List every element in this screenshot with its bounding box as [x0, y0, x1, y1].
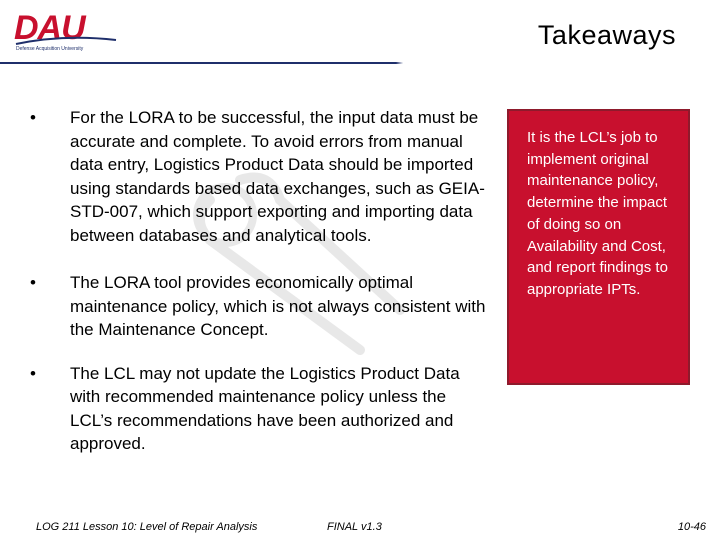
slide-title: Takeaways — [537, 20, 676, 50]
bullet-text: For the LORA to be successful, the input data must be accurate and complete. To avoid errors from manual data entry, Logistics Product Data should be imported using standards based data exchanges, such as GEIA-STD-007, which support exporting and importing data between databases and analytical tools. — [70, 108, 485, 245]
bullet-item — [30, 271, 490, 342]
title-divider — [0, 62, 720, 66]
callout-box — [507, 109, 690, 385]
logo-swoosh-icon — [14, 36, 118, 46]
callout-text: It is the LCL’s job to implement original maintenance policy, determine the impact of doing so on Availability and Cost, and report findings to appropriate IPTs. — [527, 129, 668, 298]
bullet-item — [30, 362, 490, 456]
footer-course: LOG 211 Lesson 10: Level of Repair Analysis — [36, 521, 258, 533]
dau-logo — [14, 10, 116, 54]
logo-subtitle: Defense Acquisition University — [16, 46, 84, 52]
footer-page-number: 10-46 — [677, 521, 706, 533]
footer — [0, 521, 720, 537]
bullet-marker: • — [30, 363, 36, 383]
bullet-text: The LORA tool provides economically optimal maintenance policy, which is not always consistent with the Maintenance Concept. — [70, 273, 486, 339]
bullet-list — [30, 106, 490, 456]
bullet-item — [30, 106, 490, 247]
bullet-marker: • — [30, 273, 36, 292]
bullet-marker: • — [30, 108, 36, 127]
bullet-text: The LCL may not update the Logistics Product Data with recommended maintenance policy unless the LCL’s recommendations have been authorized and approved. — [70, 363, 460, 453]
logo-text: DAU — [14, 9, 85, 47]
footer-version: FINAL v1.3 — [327, 521, 382, 533]
